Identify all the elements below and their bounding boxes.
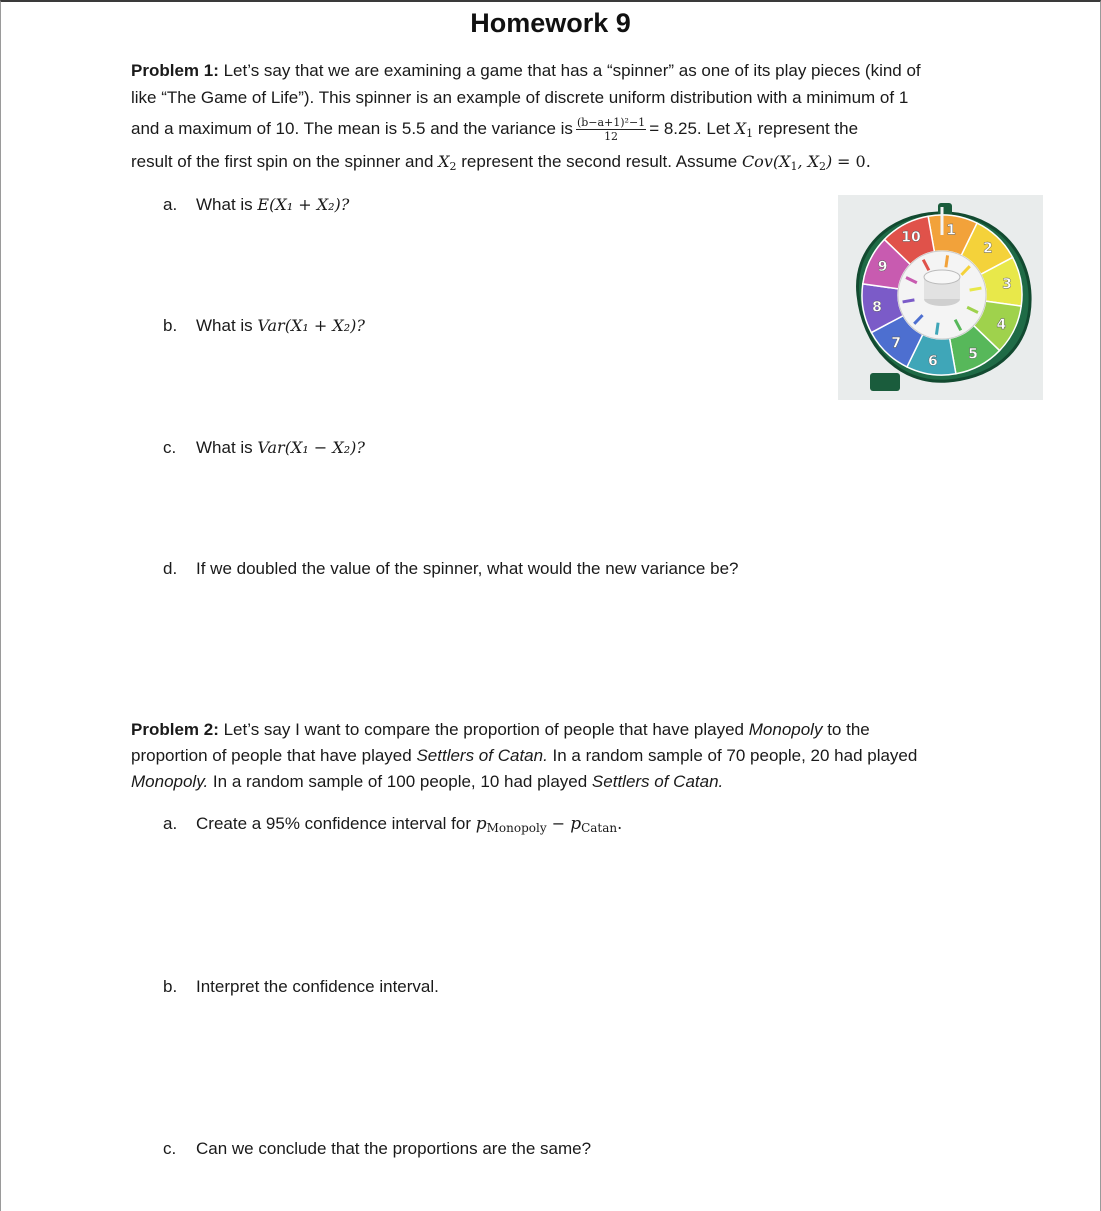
- spinner-number: 7: [891, 335, 902, 352]
- problem1-line2: like “The Game of Life”). This spinner is an example of discrete uniform distribution with a minimum of 1: [131, 88, 909, 107]
- spinner-number: 2: [982, 240, 993, 257]
- spinner-tick: [903, 300, 915, 302]
- spinner-number: 3: [1002, 276, 1012, 293]
- problem2-part-b: b. Interpret the confidence interval.: [163, 977, 439, 996]
- problem1-part-b: b. What is Var(X₁ + X₂)?: [163, 316, 365, 335]
- spinner-number: 10: [901, 229, 921, 246]
- problem2-line3: Monopoly. In a random sample of 100 people, 10 had played Settlers of Catan.: [131, 772, 724, 791]
- problem1-heading: Problem 1:: [131, 61, 219, 80]
- problem2-part-a: a. Create a 95% confidence interval for $p_{Monopoly} - p_{Catan}$.: [163, 814, 623, 835]
- spinner-number: 5: [968, 346, 978, 363]
- spinner-number: 8: [872, 299, 882, 316]
- spinner-tick: [936, 323, 938, 335]
- problem2-heading: Problem 2:: [131, 720, 219, 739]
- spinner-number: 1: [946, 222, 957, 239]
- problem1-part-c: c. What is Var(X₁ − X₂)?: [163, 438, 365, 457]
- spinner-number: 9: [877, 259, 888, 276]
- spinner-tick: [946, 255, 948, 267]
- spinner-number: 4: [996, 316, 1007, 333]
- spinner-image: [838, 195, 1043, 400]
- spinner-tick: [970, 288, 982, 290]
- variance-fraction: $\frac{\text{(b−a+1)²−1}}{12}$: [576, 116, 646, 143]
- problem1-part-d: d. If we doubled the value of the spinner, what would the new variance be?: [163, 559, 739, 578]
- problem2-line2: proportion of people that have played Settlers of Catan. In a random sample of 70 people, 20 had played: [131, 746, 918, 765]
- problem2-part-c: c. Can we conclude that the proportions are the same?: [163, 1139, 592, 1158]
- problem1-line1: Problem 1: Let’s say that we are examining a game that has a “spinner” as one of its play pieces (kind of: [131, 61, 921, 80]
- problem1-part-a: a. What is E(X₁ + X₂)?: [163, 195, 350, 214]
- x2-symbol: $X_2$: [438, 152, 457, 173]
- problem1-line3: and a maximum of 10. The mean is 5.5 and the variance is $\frac{\text{(b−a+1)²−1}}{12}$ = 8.25. Let $X_1$ represent the: [131, 116, 859, 143]
- spinner-number: 6: [927, 353, 938, 370]
- problem2-line1: Problem 2: Let’s say I want to compare the proportion of people that have played Monopoly to the: [131, 720, 870, 739]
- cov-expression: $Cov(X_1$, $X_2$): [741, 152, 833, 173]
- problem1-line4: result of the first spin on the spinner and $X_2$ represent the second result. Assume $Cov(X_1$, $X_2) = 0$.: [131, 152, 871, 173]
- x1-symbol: $X_1$: [734, 118, 754, 140]
- page-title: Homework 9: [470, 8, 631, 38]
